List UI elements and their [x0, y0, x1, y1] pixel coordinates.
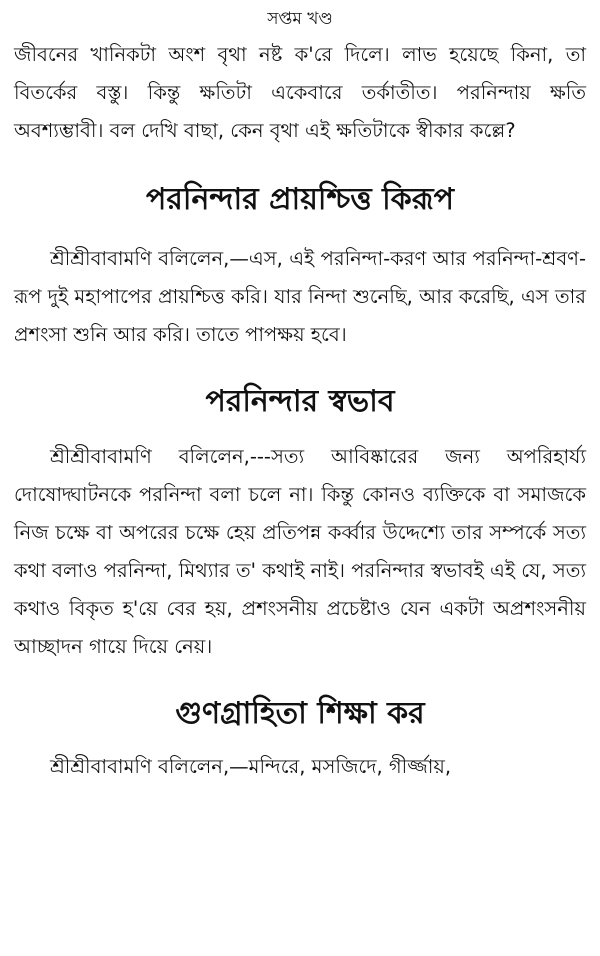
intro-paragraph: জীবনের খানিকটা অংশ বৃথা নষ্ট ক'রে দিলে। লাভ হয়েছে কিনা, তা বিতর্কের বস্তু। কিন্তু ক্ষতিটা একেবারে তর্কাতীত। পরনিন্দায় ক্ষতি অবশ্যম্ভাবী। বল দেখি বাছা, কেন বৃথা এই ক্ষতিটাকে স্বীকার কল্লে?	[14, 43, 586, 142]
section-paragraph-appreciation: শ্রীশ্রীবাবামণি বলিলেন,—মন্দিরে, মসজিদে, গীর্জ্জায়,	[50, 755, 452, 778]
section-paragraph-nature: শ্রীশ্রীবাবামণি বলিলেন,---সত্য আবিষ্কারের জন্য অপরিহার্য্য দোষোদ্ঘাটনকে পরনিন্দা বলা চলে না। কিন্তু কোনও ব্যক্তিকে বা সমাজকে নিজ চক্ষে বা অপরের চক্ষে হেয় প্রতিপন্ন কর্ব্বার উদ্দেশ্যে তার সম্পর্কে সত্য কথা বলাও পরনিন্দা, মিথ্যার ত' কথাই নাই। পরনিন্দার স্বভাবই এই যে, সত্য কথাও বিকৃত হ'য়ে বের হয়, প্রশংসনীয় প্রচেষ্টাও যেন একটা অপ্রশংসনীয় আচ্ছাদন গায়ে দিয়ে নেয়।	[14, 445, 586, 658]
section-heading-atonement: পরনিন্দার প্রায়শ্চিত্ত কিরূপ	[146, 182, 454, 217]
section-paragraph-atonement: শ্রীশ্রীবাবামণি বলিলেন,—এস, এই পরনিন্দা-করণ আর পরনিন্দা-শ্রবণ-রূপ দুই মহাপাপের প্রায়শ্চিত্ত করি। যার নিন্দা শুনেছি, আর করেছি, এস তার প্রশংসা শুনি আর করি। তাতে পাপক্ষয় হবে।	[14, 247, 586, 346]
section-heading-appreciation: গুণগ্রাহিতা শিক্ষা কর	[175, 696, 425, 731]
running-head: সপ্তম খণ্ড	[267, 9, 333, 29]
section-heading-nature: পরনিন্দার স্বভাব	[205, 384, 395, 419]
